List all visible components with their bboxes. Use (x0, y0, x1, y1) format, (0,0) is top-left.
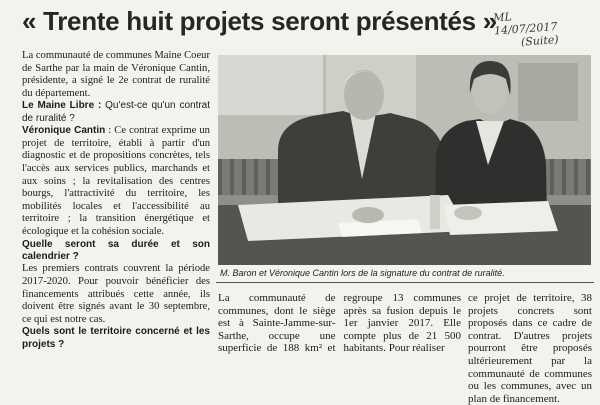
interviewee-name: Véronique Cantin (22, 125, 106, 137)
interviewer-name: Le Maine Libre (22, 100, 95, 112)
interview-question-1: Le Maine Libre : Qu'est-ce qu'un contrat de ruralité ? (22, 100, 211, 124)
article-headline: « Trente huit projets seront présentés » (22, 6, 497, 36)
handwritten-line-2: 14/07/2017 (493, 20, 558, 38)
caption-divider (216, 282, 594, 283)
body-column-2-text: ce projet de territoire, 38 projets concrets sont proposés dans ce cadre de contrat. D'autres projets pourront être proposés ultérieurement par la communauté de communes ou les communes, avec un plan de financement. (468, 292, 592, 405)
interview-question-3: Quels sont le territoire concerné et les projets ? (22, 326, 210, 350)
handwritten-line-3: (Suite) (520, 33, 559, 49)
question-1-text: Qu'est-ce qu'un contrat de ruralité ? (22, 100, 211, 124)
article-photo (218, 55, 591, 265)
signing-photo-illustration (218, 55, 591, 265)
interview-answer-1: Véronique Cantin : Ce contrat exprime un projet de territoire, établi à partir d'un diagnostic et de propositions concrètes, tels l'accès aux services publics, marchands et aux soins ; la revitalisation des centres bourgs, l'attractivité du territoire, les mobilités locales et l'accessibilité au territoire ; la transition énergétique et écologique et la cohésion sociale. (22, 125, 210, 237)
handwritten-annotation (493, 5, 595, 51)
body-column-1 (218, 292, 461, 355)
left-column (22, 50, 210, 351)
body-column-2 (468, 292, 592, 405)
body-column-1-text: La communauté de communes, dont le siège est à Sainte-Jamme-sur-Sarthe, occupe une superficie de 188 km² et regroupe 13 communes après sa fusion depuis le 1er janvier 2017. Elle compte plus de 21 500 habitants. Pour réaliser (218, 292, 461, 355)
interview-answer-2: Les premiers contrats couvrent la période 2017-2020. Pour pouvoir bénéficier des financements attribués cette année, ils doivent être signés avant le 30 septembre, ce qui est notre cas. (22, 263, 210, 325)
interview-question-2: Quelle seront sa durée et son calendrier ? (22, 238, 210, 262)
answer-1-text: Ce contrat exprime un projet de territoire, établi à partir d'un diagnostic et de propositions concrètes, tels l'accès aux services publics, marchands et aux soins ; la revitalisation des centres bourgs, l'attractivité du territoire, les mobilités locales et l'accessibilité au territoire ; la transition énergétique et écologique et la cohésion sociale. (22, 125, 210, 237)
handwritten-line-1: ML (492, 10, 513, 25)
article-intro: La communauté de communes Maine Coeur de Sarthe par la main de Véronique Cantin, présidente, a signé le 2e contrat de ruralité du département. (22, 50, 210, 99)
photo-caption: M. Baron et Véronique Cantin lors de la signature du contrat de ruralité. (220, 268, 505, 278)
